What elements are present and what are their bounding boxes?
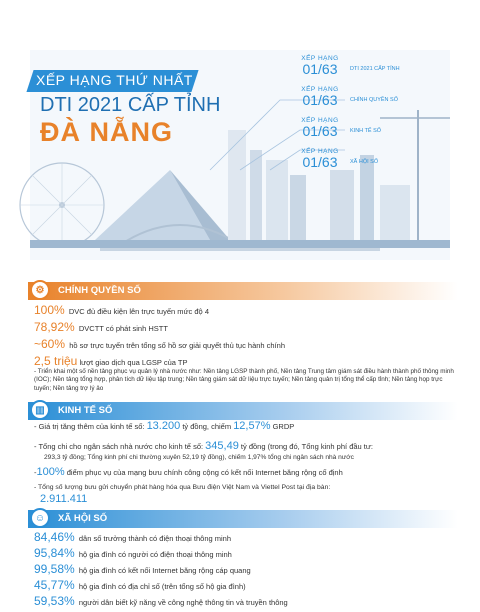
stat-row: 84,46% dân số trưởng thành có điện thoại thông minh xyxy=(34,530,231,544)
rank-category: XÃ HỘI SỐ xyxy=(350,159,379,165)
stat-row: ~60% hồ sơ trực tuyến trên tổng số hồ sơ giải quyết thủ tục hành chính xyxy=(34,337,286,351)
parcel-row: - Tổng số lượng bưu gửi chuyển phát hàng hóa qua Bưu điện Việt Nam và Viettel Post tại địa bàn: xyxy=(34,484,331,491)
section-header-chinh-quyen-so: ⚙ CHÍNH QUYỀN SỐ xyxy=(28,282,458,300)
budget-row: - Tổng chi cho ngân sách nhà nước cho kinh tế số: 345,49 tỷ đồng (trong đó, Tổng kinh phí đầu tư: xyxy=(34,440,373,452)
city-name: ĐÀ NẴNG xyxy=(40,117,173,147)
rank-chinh-quyen-so: XẾP HẠNG 01/63 xyxy=(301,86,339,108)
hero-banner xyxy=(0,0,480,270)
stat-row: 2,5 triệu lượt giao dịch qua LGSP của TP xyxy=(34,354,188,368)
stat-row: 99,58% hộ gia đình có kết nối Internet băng rộng cáp quang xyxy=(34,562,251,576)
stat-row: 78,92% DVCTT có phát sinh HSTT xyxy=(34,320,168,334)
stat-row: 45,77% hộ gia đình có địa chỉ số (trên tổng số hộ gia đình) xyxy=(34,578,246,592)
rank-category: KINH TẾ SỐ xyxy=(350,128,382,134)
gear-network-icon: ⚙ xyxy=(30,280,50,300)
people-network-icon: ☺ xyxy=(30,508,50,528)
postal-internet-row: -100% điểm phục vụ của mạng bưu chính công cộng có kết nối Internet băng rộng cố định xyxy=(34,466,343,478)
stat-row: 59,53% người dân biết kỹ năng về công nghệ thông tin và truyền thông xyxy=(34,594,288,608)
stat-row: 95,84% hộ gia đình có người có điện thoại thông minh xyxy=(34,546,232,560)
budget-detail: 293,3 tỷ đồng; Tổng kinh phí chi thường xuyên 52,19 tỷ đồng), chiếm 1,97% tổng chi ngân sách nhà nước xyxy=(44,454,354,461)
rank-kinh-te-so: XẾP HẠNG 01/63 xyxy=(301,117,339,139)
section-header-xa-hoi-so: ☺ XÃ HỘI SỐ xyxy=(28,510,458,528)
parcel-count: 2.911.411 xyxy=(40,493,88,505)
rank-category: CHÍNH QUYỀN SỐ xyxy=(350,97,398,103)
economy-value-row: - Giá trị tăng thêm của kinh tế số: 13.200 tỷ đồng, chiếm 12,57% GRDP xyxy=(34,420,295,432)
rank-dti: XẾP HẠNG 01/63 xyxy=(301,55,339,77)
ranking-banner: XẾP HẠNG THỨ NHẤT xyxy=(36,72,193,88)
stat-row: 100% DVC đủ điều kiện lên trực tuyến mức độ 4 xyxy=(34,303,209,317)
dti-title: DTI 2021 CẤP TỈNH xyxy=(40,94,221,116)
rank-category: DTI 2021 CẤP TỈNH xyxy=(350,66,400,72)
rank-xa-hoi-so: XẾP HẠNG 01/63 xyxy=(301,148,339,170)
platform-note: - Triển khai một số nền tảng phục vụ quản lý nhà nước như: Nền tảng LGSP thành phố, Nền tảng Trung tâm giám sát điều hành thành phố thông minh (IOC); Nền tảng tổng hợp, phân tích dữ liệu tập trung; Nền tảng giám sát dữ liệu trực tuyến; Nền tảng quản trị tổng thể cấp tỉnh; Nền tảng họp trực tuyến; Nền tảng trợ lý ảo xyxy=(34,368,454,392)
chart-icon: ▥ xyxy=(30,400,50,420)
section-header-kinh-te-so: ▥ KINH TẾ SỐ xyxy=(28,402,458,420)
